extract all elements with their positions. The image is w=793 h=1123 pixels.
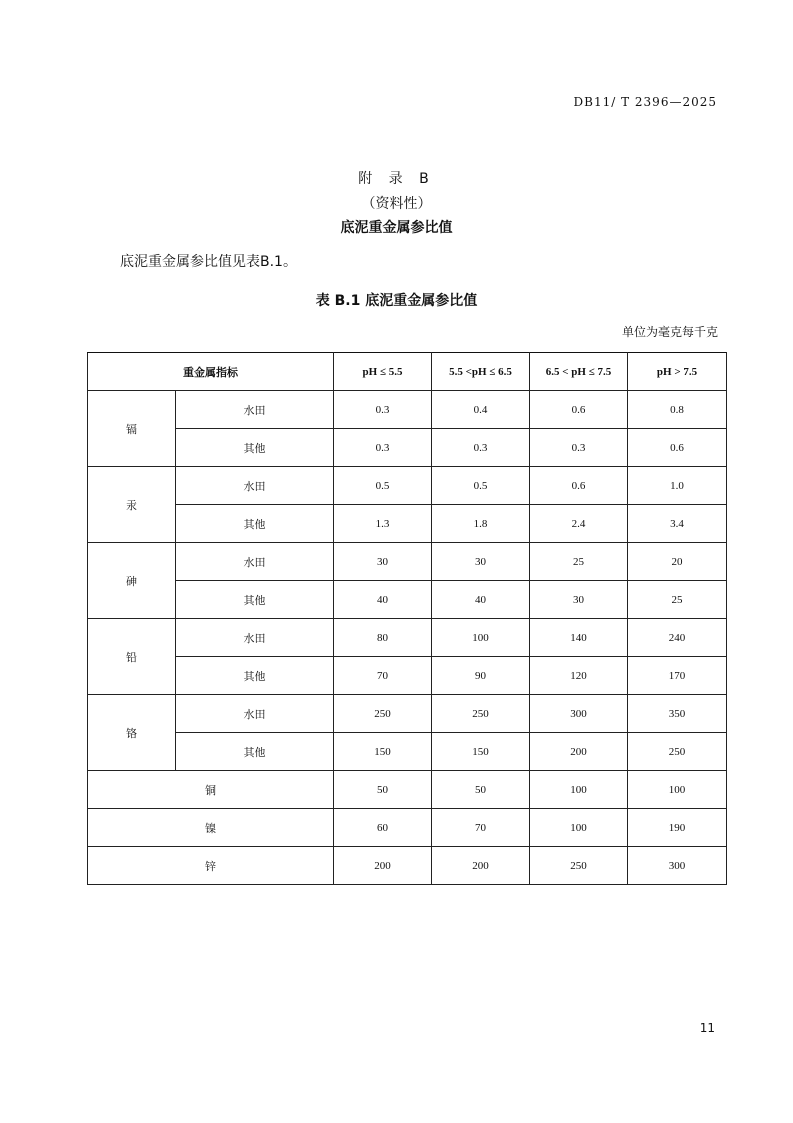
- value-cell: 0.6: [530, 391, 628, 429]
- value-cell: 100: [628, 771, 727, 809]
- metal-cell: 铜: [88, 771, 334, 809]
- value-cell: 25: [530, 543, 628, 581]
- value-cell: 250: [432, 695, 530, 733]
- value-cell: 140: [530, 619, 628, 657]
- table-caption: 表 B.1 底泥重金属参比值: [315, 293, 478, 309]
- header-col-3: 6.5 < pH ≤ 7.5: [530, 353, 628, 391]
- value-cell: 30: [432, 543, 530, 581]
- table-header-row: [88, 353, 727, 391]
- value-cell: 0.8: [628, 391, 727, 429]
- value-cell: 170: [628, 657, 727, 695]
- appendix-label: 附 录 B: [358, 171, 435, 187]
- table-row: [88, 581, 727, 619]
- value-cell: 20: [628, 543, 727, 581]
- header-indicator: 重金属指标: [88, 353, 334, 391]
- value-cell: 120: [530, 657, 628, 695]
- sub-cell: 水田: [176, 467, 334, 505]
- table-row: [88, 505, 727, 543]
- value-cell: 50: [432, 771, 530, 809]
- value-cell: 70: [432, 809, 530, 847]
- value-cell: 150: [334, 733, 432, 771]
- value-cell: 60: [334, 809, 432, 847]
- value-cell: 0.3: [334, 391, 432, 429]
- value-cell: 50: [334, 771, 432, 809]
- table-row: [88, 847, 727, 885]
- value-cell: 40: [432, 581, 530, 619]
- reference-values-table: [87, 352, 727, 885]
- header-col-1: pH ≤ 5.5: [334, 353, 432, 391]
- sub-cell: 水田: [176, 391, 334, 429]
- metal-cell: 铅: [88, 619, 176, 695]
- table-row: [88, 619, 727, 657]
- sub-cell: 水田: [176, 695, 334, 733]
- value-cell: 300: [628, 847, 727, 885]
- metal-cell: 镉: [88, 391, 176, 467]
- value-cell: 90: [432, 657, 530, 695]
- value-cell: 150: [432, 733, 530, 771]
- metal-cell: 汞: [88, 467, 176, 543]
- value-cell: 70: [334, 657, 432, 695]
- appendix-title: 底泥重金属参比值: [340, 220, 453, 236]
- value-cell: 80: [334, 619, 432, 657]
- value-cell: 25: [628, 581, 727, 619]
- value-cell: 200: [530, 733, 628, 771]
- sub-cell: 其他: [176, 429, 334, 467]
- value-cell: 1.0: [628, 467, 727, 505]
- appendix-nature: （资料性）: [361, 196, 432, 212]
- metal-cell: 砷: [88, 543, 176, 619]
- sub-cell: 水田: [176, 619, 334, 657]
- value-cell: 100: [530, 809, 628, 847]
- sub-cell: 其他: [176, 505, 334, 543]
- table-row: [88, 467, 727, 505]
- table-row: [88, 733, 727, 771]
- table-row: [88, 429, 727, 467]
- value-cell: 350: [628, 695, 727, 733]
- value-cell: 250: [628, 733, 727, 771]
- metal-cell: 镍: [88, 809, 334, 847]
- value-cell: 0.4: [432, 391, 530, 429]
- value-cell: 100: [530, 771, 628, 809]
- value-cell: 1.3: [334, 505, 432, 543]
- sub-cell: 其他: [176, 581, 334, 619]
- value-cell: 250: [334, 695, 432, 733]
- header-col-4: pH > 7.5: [628, 353, 727, 391]
- value-cell: 40: [334, 581, 432, 619]
- value-cell: 0.3: [530, 429, 628, 467]
- table-unit: 单位为毫克每千克: [621, 325, 718, 339]
- page-number: 11: [699, 1021, 715, 1035]
- table-row: [88, 809, 727, 847]
- document-code: DB11/ T 2396—2025: [573, 95, 717, 109]
- sub-cell: 其他: [176, 657, 334, 695]
- value-cell: 0.5: [432, 467, 530, 505]
- sub-cell: 水田: [176, 543, 334, 581]
- table-row: [88, 391, 727, 429]
- value-cell: 2.4: [530, 505, 628, 543]
- table-row: [88, 543, 727, 581]
- value-cell: 0.3: [432, 429, 530, 467]
- value-cell: 0.5: [334, 467, 432, 505]
- value-cell: 3.4: [628, 505, 727, 543]
- metal-cell: 铬: [88, 695, 176, 771]
- value-cell: 0.3: [334, 429, 432, 467]
- value-cell: 1.8: [432, 505, 530, 543]
- value-cell: 240: [628, 619, 727, 657]
- value-cell: 190: [628, 809, 727, 847]
- value-cell: 30: [530, 581, 628, 619]
- sub-cell: 其他: [176, 733, 334, 771]
- metal-cell: 锌: [88, 847, 334, 885]
- value-cell: 200: [432, 847, 530, 885]
- value-cell: 0.6: [628, 429, 727, 467]
- value-cell: 0.6: [530, 467, 628, 505]
- header-col-2: 5.5 <pH ≤ 6.5: [432, 353, 530, 391]
- table-row: [88, 695, 727, 733]
- value-cell: 250: [530, 847, 628, 885]
- intro-paragraph: 底泥重金属参比值见表B.1。: [120, 254, 297, 270]
- table-row: [88, 657, 727, 695]
- table-row: [88, 771, 727, 809]
- value-cell: 30: [334, 543, 432, 581]
- value-cell: 300: [530, 695, 628, 733]
- value-cell: 200: [334, 847, 432, 885]
- value-cell: 100: [432, 619, 530, 657]
